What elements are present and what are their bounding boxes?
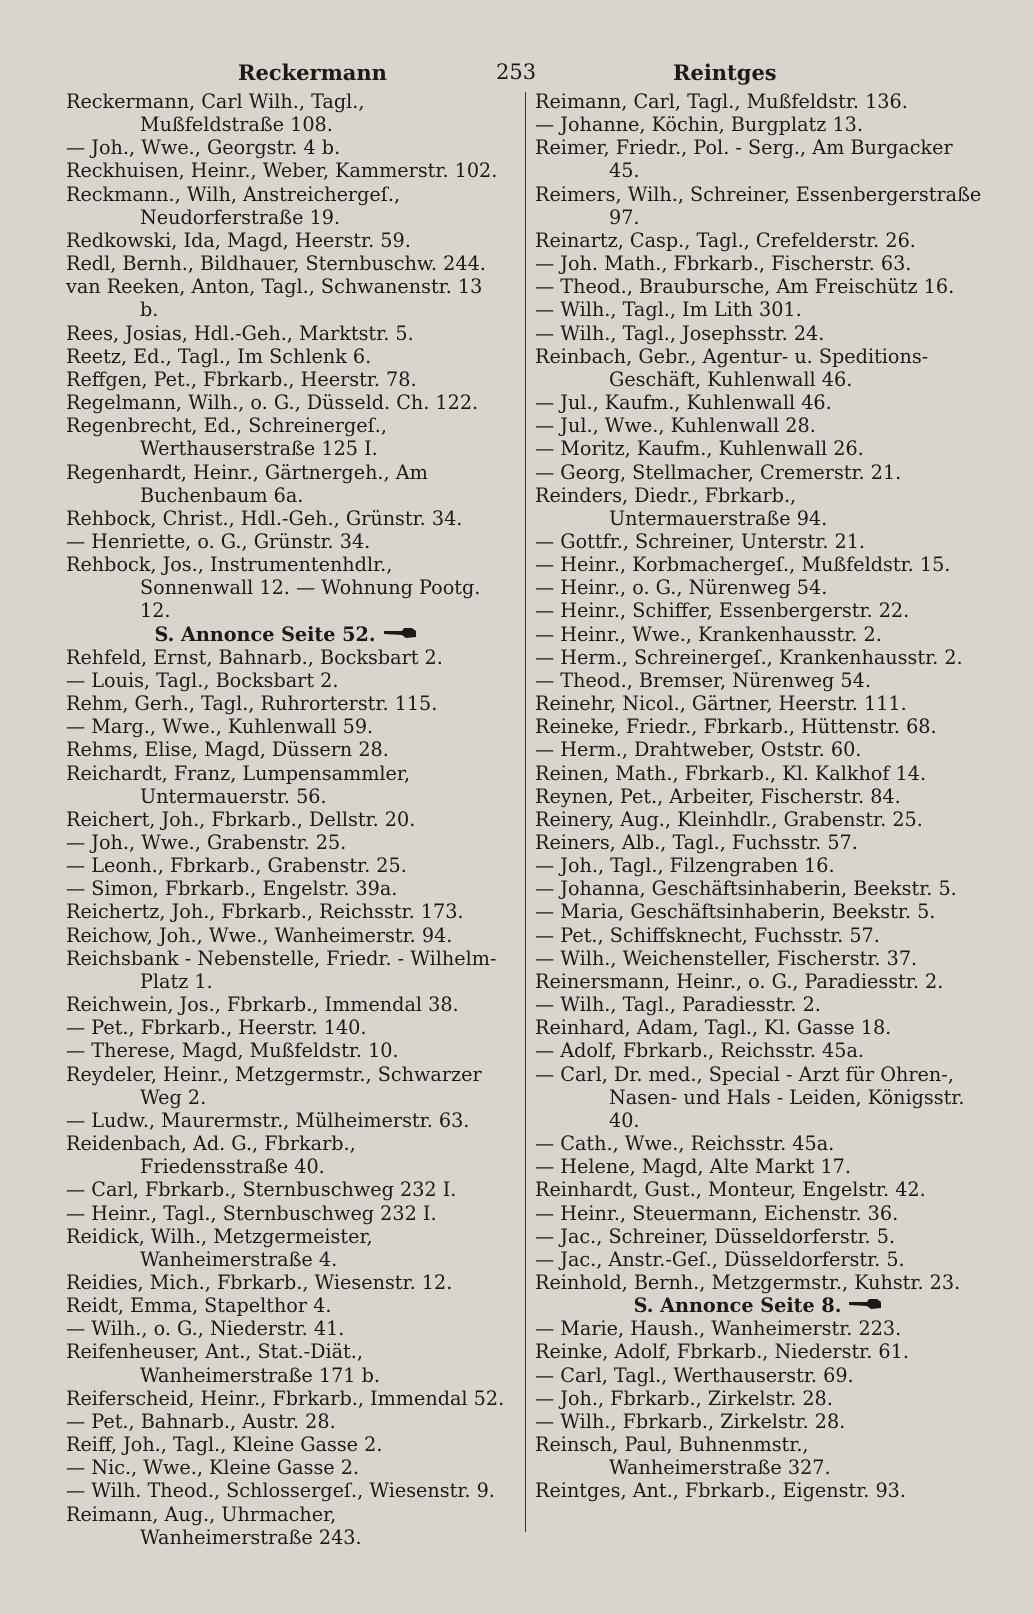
directory-entry: Reichert, Joh., Fbrkarb., Dellstr. 20. (66, 807, 416, 831)
directory-entry: Reidt, Emma, Stapelthor 4. (66, 1294, 332, 1318)
directory-entry: Reimann, Aug., Uhrmacher, Wanheimerstraße 243. (66, 1502, 362, 1549)
directory-entry: — Theod., Braubursche, Am Freischütz 16. (535, 275, 955, 299)
left-column (66, 90, 506, 1549)
directory-entry: Rehbock, Jos., Instrumentenhdlr., Sonnenwall 12. — Wohnung Pootg. 12. (66, 553, 481, 623)
directory-entry: Reinen, Math., Fbrkarb., Kl. Kalkhof 14. (535, 761, 927, 785)
directory-entry: — Georg, Stellmacher, Cremerstr. 21. (535, 460, 902, 484)
directory-entry: — Joh., Tagl., Filzengraben 16. (535, 854, 835, 878)
directory-entry: Reinke, Adolf, Fbrkarb., Niederstr. 61. (535, 1340, 909, 1364)
directory-entry: Rees, Josias, Hdl.-Geh., Marktstr. 5. (66, 321, 414, 345)
annonce-note (66, 623, 506, 646)
directory-entry: Reinartz, Casp., Tagl., Crefelderstr. 26. (535, 228, 916, 252)
directory-entry: — Carl, Tagl., Werthauserstr. 69. (535, 1363, 854, 1387)
header-left-keyword: Reckermann (238, 60, 387, 85)
directory-entry: — Simon, Fbrkarb., Engelstr. 39a. (66, 877, 398, 901)
directory-entry: — Heinr., Tagl., Sternbuschweg 232 I. (66, 1201, 437, 1225)
right-column (535, 90, 982, 1549)
directory-entry: — Theod., Bremser, Nürenweg 54. (535, 668, 871, 692)
directory-entry: Reichardt, Franz, Lumpensammler, Untermauerstr. 56. (66, 761, 411, 808)
directory-entry: Reynen, Pet., Arbeiter, Fischerstr. 84. (535, 784, 901, 808)
directory-entry: Reinhold, Bernh., Metzgermstr., Kuhstr. 23. (535, 1270, 961, 1294)
directory-entry: — Joh., Fbrkarb., Zirkelstr. 28. (535, 1386, 833, 1410)
directory-entry: — Jul., Wwe., Kuhlenwall 28. (535, 414, 816, 438)
directory-entry: — Johanne, Köchin, Burgplatz 13. (535, 113, 863, 137)
directory-entry: — Gottfr., Schreiner, Unterstr. 21. (535, 529, 866, 553)
directory-entry: Reifenheuser, Ant., Stat.-Diät., Wanheimerstraße 171 b. (66, 1340, 380, 1387)
directory-entry: Rehfeld, Ernst, Bahnarb., Bocksbart 2. (66, 645, 443, 669)
directory-entry: — Wilh., Tagl., Paradiesstr. 2. (535, 993, 821, 1017)
directory-entry: Reintges, Ant., Fbrkarb., Eigenstr. 93. (535, 1479, 906, 1503)
directory-entry: — Heinr., Korbmachergeſ., Mußfeldstr. 15. (535, 553, 951, 577)
directory-entry: Reichwein, Jos., Fbrkarb., Immendal 38. (66, 993, 459, 1017)
directory-entry: Reinehr, Nicol., Gärtner, Heerstr. 111. (535, 692, 907, 716)
directory-entry: Reineke, Friedr., Fbrkarb., Hüttenstr. 68. (535, 715, 937, 739)
directory-entry: Reinders, Diedr., Fbrkarb., Untermauerstraße 94. (535, 483, 828, 530)
directory-entry: Reydeler, Heinr., Metzgermstr., Schwarzer Weg 2. (66, 1062, 482, 1109)
directory-entry: Reidick, Wilh., Metzgermeister, Wanheimerstraße 4. (66, 1224, 373, 1271)
directory-entry: Redkowski, Ida, Magd, Heerstr. 59. (66, 228, 411, 252)
directory-entry: Reichow, Joh., Wwe., Wanheimerstr. 94. (66, 923, 453, 947)
directory-entry: — Jul., Kaufm., Kuhlenwall 46. (535, 391, 832, 415)
directory-entry: — Nic., Wwe., Kleine Gasse 2. (66, 1456, 360, 1480)
directory-entry: Reckermann, Carl Wilh., Tagl., Mußfeldstraße 108. (66, 90, 365, 137)
directory-entry: Reimers, Wilh., Schreiner, Essenbergerstraße 97. (535, 182, 982, 229)
directory-entry: — Wilh., Tagl., Im Lith 301. (535, 298, 802, 322)
directory-entry: — Heinr., Steuermann, Eichenstr. 36. (535, 1201, 899, 1225)
directory-entry: Reinbach, Gebr., Agentur- u. Speditions-Geschäft, Kuhlenwall 46. (535, 344, 929, 391)
annonce-text: S. Annonce Seite 52. (154, 622, 376, 646)
directory-entry: — Ludw., Maurermstr., Mülheimerstr. 63. (66, 1108, 470, 1132)
directory-entry: — Wilh. Theod., Schlossergeſ., Wiesenstr. 9. (66, 1479, 495, 1503)
directory-entry: Reckmann., Wilh, Anstreichergeſ., Neudorferstraße 19. (66, 182, 401, 229)
directory-entry: Redl, Bernh., Bildhauer, Sternbuschw. 244. (66, 252, 486, 276)
directory-entry: — Wilh., Tagl., Josephsstr. 24. (535, 321, 825, 345)
directory-entry: — Moritz, Kaufm., Kuhlenwall 26. (535, 437, 864, 461)
header-right-keyword: Reintges (673, 60, 777, 85)
directory-entry: — Marg., Wwe., Kuhlenwall 59. (66, 715, 374, 739)
directory-entry: Regelmann, Wilh., o. G., Düsseld. Ch. 122. (66, 391, 479, 415)
directory-entry: Rehm, Gerh., Tagl., Ruhrorterstr. 115. (66, 692, 438, 716)
directory-entry: — Adolf, Fbrkarb., Reichsstr. 45a. (535, 1039, 864, 1063)
directory-entry: — Marie, Haush., Wanheimerstr. 223. (535, 1317, 902, 1341)
annonce-text: S. Annonce Seite 8. (633, 1294, 842, 1318)
directory-entry: Reiff, Joh., Tagl., Kleine Gasse 2. (66, 1433, 383, 1457)
columns (66, 90, 994, 1549)
directory-entry: Reinhard, Adam, Tagl., Kl. Gasse 18. (535, 1016, 892, 1040)
directory-entry: — Wilh., o. G., Niederstr. 41. (66, 1317, 345, 1341)
directory-entry: Rehms, Elise, Magd, Düssern 28. (66, 738, 389, 762)
directory-entry: — Wilh., Weichensteller, Fischerstr. 37. (535, 946, 918, 970)
directory-entry: Reimann, Carl, Tagl., Mußfeldstr. 136. (535, 90, 908, 113)
directory-entry: — Jac., Anstr.-Geſ., Düsseldorferstr. 5. (535, 1247, 905, 1271)
directory-entry: — Therese, Magd, Mußfeldstr. 10. (66, 1039, 399, 1063)
directory-entry: Reinhardt, Gust., Monteur, Engelstr. 42. (535, 1178, 926, 1202)
directory-entry: — Joh., Wwe., Grabenstr. 25. (66, 831, 347, 854)
directory-entry: — Heinr., Wwe., Krankenhausstr. 2. (535, 622, 882, 646)
directory-entry: Reimer, Friedr., Pol. - Serg., Am Burgacker 45. (535, 136, 953, 183)
directory-entry: — Leonh., Fbrkarb., Grabenstr. 25. (66, 854, 407, 878)
pointing-hand-icon (382, 623, 418, 646)
directory-entry: Reiners, Alb., Tagl., Fuchsstr. 57. (535, 831, 858, 854)
directory-entry: Reichsbank - Nebenstelle, Friedr. - Wilhelm-Platz 1. (66, 946, 497, 993)
directory-entry: — Pet., Bahnarb., Austr. 28. (66, 1409, 336, 1433)
directory-entry: Reichertz, Joh., Fbrkarb., Reichsstr. 173. (66, 900, 464, 924)
directory-entry: — Pet., Schiffsknecht, Fuchsstr. 57. (535, 923, 880, 947)
pointing-hand-icon (847, 1294, 883, 1317)
page-number: 253 (496, 60, 537, 84)
directory-entry: — Herm., Drahtweber, Oststr. 60. (535, 738, 862, 762)
directory-entry: Reinsch, Paul, Buhnenmstr., Wanheimerstraße 327. (535, 1433, 831, 1480)
directory-entry: — Jac., Schreiner, Düsseldorferstr. 5. (535, 1224, 896, 1248)
directory-entry: — Helene, Magd, Alte Markt 17. (535, 1155, 851, 1179)
directory-entry: Reiferscheid, Heinr., Fbrkarb., Immendal 52. (66, 1386, 505, 1410)
directory-entry: — Heinr., Schiffer, Essenbergerstr. 22. (535, 599, 910, 623)
directory-entry: — Carl, Dr. med., Special - Arzt für Ohren-, Nasen- und Hals - Leiden, Königsstr. 40. (535, 1062, 965, 1132)
directory-entry: van Reeken, Anton, Tagl., Schwanenstr. 13 b. (66, 275, 483, 322)
directory-entry: — Carl, Fbrkarb., Sternbuschweg 232 I. (66, 1178, 457, 1202)
annonce-note (535, 1294, 982, 1317)
directory-entry: — Joh. Math., Fbrkarb., Fischerstr. 63. (535, 252, 912, 276)
page-header (66, 54, 994, 90)
directory-entry: — Heinr., o. G., Nürenweg 54. (535, 576, 828, 600)
directory-entry: Reidies, Mich., Fbrkarb., Wiesenstr. 12. (66, 1270, 453, 1294)
directory-entry: Reinersmann, Heinr., o. G., Paradiesstr. 2. (535, 969, 944, 993)
directory-entry: Reetz, Ed., Tagl., Im Schlenk 6. (66, 344, 372, 368)
directory-entry: Regenhardt, Heinr., Gärtnergeh., Am Buchenbaum 6a. (66, 460, 428, 507)
column-divider (525, 92, 526, 1532)
directory-entry: Reidenbach, Ad. G., Fbrkarb., Friedensstraße 40. (66, 1132, 356, 1179)
directory-entry: Reinery, Aug., Kleinhdlr., Grabenstr. 25. (535, 807, 923, 831)
directory-entry: — Henriette, o. G., Grünstr. 34. (66, 529, 371, 553)
directory-entry: Rehbock, Christ., Hdl.-Geh., Grünstr. 34. (66, 506, 463, 530)
directory-entry: Regenbrecht, Ed., Schreinergeſ., Werthauserstraße 125 I. (66, 414, 387, 461)
directory-entry: — Joh., Wwe., Georgstr. 4 b. (66, 136, 341, 160)
directory-entry: — Pet., Fbrkarb., Heerstr. 140. (66, 1016, 367, 1040)
directory-entry: Reckhuisen, Heinr., Weber, Kammerstr. 102. (66, 159, 498, 183)
directory-entry: — Johanna, Geschäftsinhaberin, Beekstr. 5. (535, 877, 957, 901)
directory-entry: — Cath., Wwe., Reichsstr. 45a. (535, 1132, 835, 1156)
directory-entry: — Wilh., Fbrkarb., Zirkelstr. 28. (535, 1409, 846, 1433)
directory-entry: — Herm., Schreinergeſ., Krankenhausstr. 2. (535, 645, 963, 669)
directory-entry: — Maria, Geschäftsinhaberin, Beekstr. 5. (535, 900, 936, 924)
directory-entry: — Louis, Tagl., Bocksbart 2. (66, 668, 339, 692)
directory-entry: Reffgen, Pet., Fbrkarb., Heerstr. 78. (66, 367, 417, 391)
